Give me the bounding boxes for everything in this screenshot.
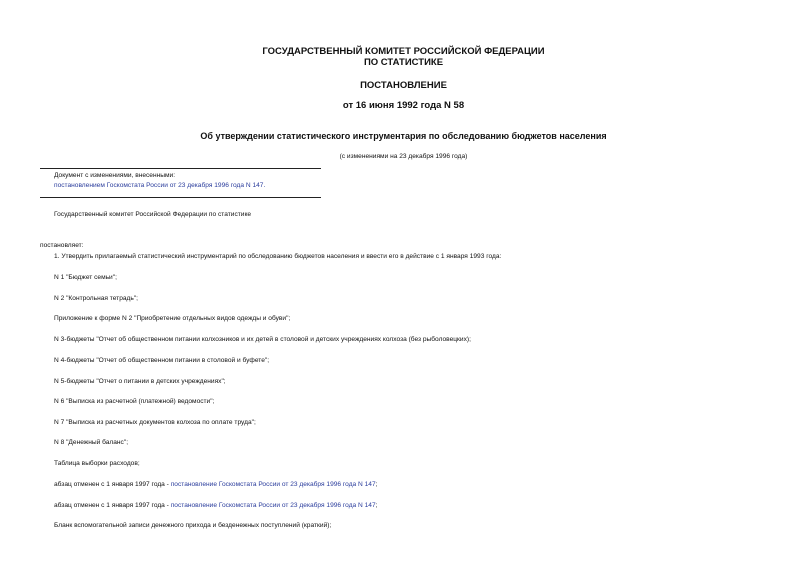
cancelled-prefix: абзац отменен с 1 января 1997 года - [54, 481, 171, 488]
org-line-2: ПО СТАТИСТИКЕ [363, 57, 444, 68]
list-item: N 3-бюджеты "Отчет об общественном питании колхозников и их детей в столовой и детских учреждениях колхоза (без рыболовецких); [54, 336, 471, 343]
cancel-decree-link[interactable]: постановление Госкомстата России от 23 декабря 1996 года N 147 [170, 502, 376, 509]
list-item: Таблица выборки расходов; [54, 460, 140, 467]
cancelled-paragraph [54, 501, 378, 510]
list-item: N 2 "Контрольная тетрадь"; [54, 295, 138, 302]
cancelled-paragraph [54, 480, 378, 489]
list-item: Приложение к форме N 2 "Приобретение отдельных видов одежды и обуви"; [54, 315, 291, 322]
document-kind: ПОСТАНОВЛЕНИЕ [360, 80, 447, 91]
cancelled-suffix: ; [375, 481, 378, 488]
list-item: N 1 "Бюджет семьи"; [54, 274, 117, 281]
changes-note: (с изменениями на 23 декабря 1996 года) [339, 153, 468, 160]
divider-top [40, 168, 321, 169]
list-item: N 4-бюджеты "Отчет об общественном питании в столовой и буфете"; [54, 357, 270, 364]
cancel-decree-link[interactable]: постановление Госкомстата России от 23 декабря 1996 года N 147 [170, 481, 376, 488]
cancelled-suffix: ; [375, 502, 378, 509]
org-line-1: ГОСУДАРСТВЕННЫЙ КОМИТЕТ РОССИЙСКОЙ ФЕДЕРАЦИИ [262, 46, 545, 57]
document-date: от 16 июня 1992 года N 58 [342, 100, 465, 111]
list-item: N 6 "Выписка из расчетной (платежной) ведомости"; [54, 398, 215, 405]
divider-bottom [40, 197, 321, 198]
issuer-text: Государственный комитет Российской Федерации по статистике [54, 211, 252, 218]
cancelled-prefix: абзац отменен с 1 января 1997 года - [54, 502, 171, 509]
issuing-organization [0, 46, 807, 68]
list-item: N 5-бюджеты "Отчет о питании в детских учреждениях"; [54, 378, 226, 385]
changes-link[interactable]: постановлением Госкомстата России от 23 декабря 1996 года N 147. [54, 182, 266, 189]
list-item: Бланк вспомогательной записи денежного прихода и безденежных поступлений (краткий); [54, 522, 332, 529]
list-item: N 8 "Денежный баланс"; [54, 439, 129, 446]
item-1: 1. Утвердить прилагаемый статистический инструментарий по обследованию бюджетов населения и ввести его в действие с 1 января 1993 года: [54, 253, 502, 260]
changes-intro: Документ с изменениями, внесенными: [54, 172, 176, 179]
resolves-text: постановляет: [40, 242, 84, 249]
document-subject: Об утверждении статистического инструментария по обследованию бюджетов населения [200, 131, 607, 141]
list-item: N 7 "Выписка из расчетных документов колхоза по оплате труда"; [54, 419, 256, 426]
